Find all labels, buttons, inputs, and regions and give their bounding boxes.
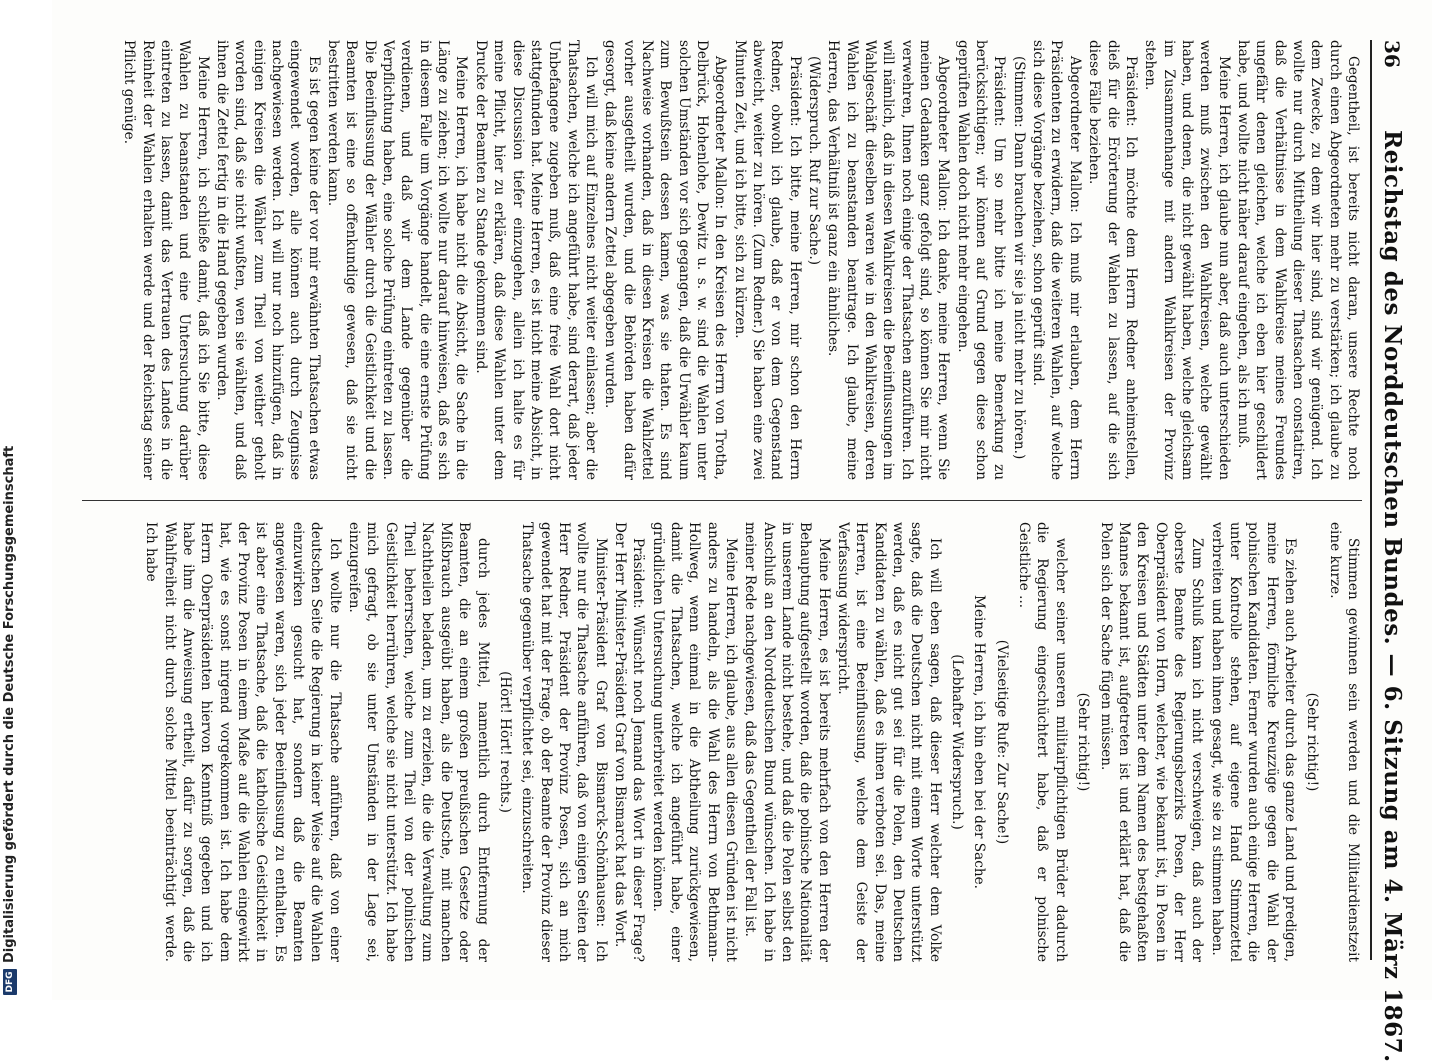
paragraph: Präsident: Um so mehr bitte ich meine Bemerkung zu berücksichtigen; wir können auf Grund gegen diese schon geprüften Wahlen doch nicht mehr eingehen.: [954, 40, 1008, 480]
paragraph: welcher seiner unseren militairpflichtigen Brüder dadurch die Regierung eingeschüchtert habe, daß er polnische Geistliche ...: [1016, 522, 1069, 962]
page-header: [1370, 40, 1408, 1063]
document-page: [52, 0, 1432, 1063]
right-column: [82, 522, 1362, 962]
paragraph: Präsident: Wünscht noch Jemand das Wort in dieser Frage? Der Herr Minister-Präsident Graf von Bismarck hat das Wort.: [611, 522, 647, 962]
paragraph: Meine Herren, ich habe nicht die Absicht, die Sache in die Länge zu ziehen; ich wollte nur darauf hinweisen, daß es sich in diesem Falle um Vorgänge handelt, die eine ernste Prüfung verdienen, und daß wir dem Lande gegenüber die Verpflichtung haben, eine solche Prüfung eintreten zu lassen. Die Beeinflussung der Wähler durch die Geistlichkeit und die Beamten ist eine so offenkundige gewesen, daß sie nicht bestritten werden kann.: [325, 40, 470, 480]
interjection: (Sehr richtig!): [1304, 692, 1321, 792]
dfg-logo-icon: DFG: [3, 969, 17, 995]
paragraph: Präsident: Ich bitte, meine Herren, mir schon den Herrn Redner, obwohl ich glaube, daß er von dem Gegenstand abweicht, weiter zu hören. (Zum Redner.) Sie haben eine zwei Minuten Zeit, und ich bitte, sich zu kürzen.: [731, 40, 803, 480]
column-divider: [82, 500, 1362, 501]
paragraph: Es ist gegen keine der vor mir erwähnten Thatsachen etwas eingewendet worden, alle können auch durch Zeugnisse nachgewiesen werden. Ich will nur noch hinzufügen, daß in einigen Kreisen die Wähler zum Theil von weither geholt worden sind, daß sie nicht wußten, wen sie wählten, und daß ihnen die Zettel fertig in die Hand gegeben wurden.: [214, 40, 322, 480]
paragraph: Meine Herren, ich schließe damit, daß ich Sie bitte, diese Wahlen zu beanstanden und eine Untersuchung darüber eintreten zu lassen, damit das Vertrauen des Landes in die Reinheit der Wahlen erhalten werde und der Reichstag seiner Pflicht genüge.: [121, 40, 211, 480]
paragraph: Es ziehen auch Arbeiter durch das ganze Land und predigen, meine Herren, förmliche Kreuzzüge gegen die Wahl der polnischen Kandidaten. Ferner wurden auch einige Herren, die unter Kontrolle stehen, auf eigene Hand Stimmzettel verbreiten und haben ihnen gesagt, wie sie zu stimmen haben.: [1208, 522, 1298, 962]
paragraph: Präsident: Ich möchte dem Herrn Redner anheimstellen, dieß für die Erörterung der Wahlen zu lassen, auf die sich diese Fälle beziehen.: [1086, 40, 1139, 480]
paragraph: Meine Herren, es ist bereits mehrfach von den Herren der Behauptung aufgestellt worden, daß die polnische Nationalität in unserem Lande nicht bestehe, und daß die Polen selbst den Anschluß an den Norddeutschen Bund wünschen. Ich habe in meiner Rede nachgewiesen, daß das Gegentheil der Fall ist.: [742, 522, 832, 962]
digitization-footer: [2, 446, 17, 995]
paragraph: Abgeordneter Mallon: Ich muß mir erlauben, dem Herrn Präsidenten zu erwidern, daß die weiteren Wahlen, auf welche sich diese Vorgänge beziehen, schon geprüft sind.: [1030, 40, 1083, 480]
interjection: (Lebhafter Widerspruch.): [949, 654, 966, 830]
paragraph: Gegentheil, ist bereits nicht daran, unsere Rechte noch durch einen Abgeordneten mehr zu verstärken; ich glaube zu dem Zwecke, zu dem wir hier sind, sind wir genügend. Ich wollte nur durch Mittheilung dieser Thatsachen constatiren, daß die Verhältnisse in dem Wahlkreise meines Freundes ungefähr denen gleichen, welche ich eben hier geschildert habe, und wollte nicht näher darauf eingehen, als ich muß.: [1234, 40, 1361, 480]
paragraph: Stimmen gewinnen sein werden und die Militairdienstzeit eine kurze.: [1326, 522, 1361, 962]
interjection: (Sehr richtig!): [1075, 692, 1092, 792]
paragraph: Zum Schluß kann ich nicht verschweigen, daß auch der oberste Beamte des Regierungsbezirks Posen, der Herr Oberpräsident von Horn, welcher, wie bekannt ist, in Posen in den Kreisen und Städten unter dem Namen des bestgehaßten Mannes bekannt ist, aufgetreten ist und erklärt hat, daß die Polen sich der Sache fügen müssen.: [1097, 522, 1206, 962]
paragraph: Meine Herren, ich glaube nun aber, daß auch unterschieden werden muß zwischen den Wahlkreisen, welche gewählt haben, und denen, die nicht gewählt haben, welche gleichsam im Zusammenhange mit andern Wahlkreisen der Provinz stehen.: [1142, 40, 1232, 480]
paragraph: Abgeordneter Mallon: In den Kreisen des Herrn von Trotha, Delbrück, Hohenlohe, Dewitz u. s. w. sind die Wahlen unter solchen Umständen vor sich gegangen, daß die Urwähler kaum zum Bewußtsein dessen kamen, was sie thaten. Es sind Nachweise vorhanden, daß in diesen Kreisen die Wahlzettel vorher ausgetheilt wurden, und die Behörden haben dafür gesorgt, daß keine andern Zettel abgegeben wurden.: [602, 40, 729, 480]
paragraph: Ich will mich auf Einzelnes nicht weiter einlassen; aber die Thatsachen, welche ich angeführt habe, sind derart, daß jeder Unbefangene zugeben muß, daß eine freie Wahl dort nicht stattgefunden hat. Meine Herren, es ist nicht meine Absicht, in diese Discussion tiefer einzugehen, allein ich halte es für meine Pflicht, hier zu erklären, daß diese Wahlen unter dem Drucke der Beamten zu Stande gekommen sind.: [472, 40, 599, 480]
paragraph: Abgeordneter Mallon: Ich danke, meine Herren, wenn Sie meinen Gedanken ganz gefolgt sind, so können Sie mir nicht verwehren, Ihnen noch einige der Thatsachen anzuführen. Ich will nämlich, daß in diesen Wahlkreisen die Beeinflussungen im Wahlgeschäft dieselben waren wie in den Wahlkreisen, deren Wahlen ich zu beanstanden beantrage. Ich glaube, meine Herren, das Verhältniß ist ganz ein ähnliches.: [825, 40, 952, 480]
paragraph: Ich will eben sagen, daß dieser Herr welcher dem Volke sagte, daß die Deutschen nicht mit einem Worte unterstützt werden, daß es nicht gut sei für die Polen, den Deutschen Kandidaten zu wählen, daß es ihnen verboten sei. Das, meine Herren, ist eine Beeinflussung, welche dem Geiste der Verfassung widerspricht.: [835, 522, 943, 962]
page-number: 36: [1380, 40, 1404, 68]
paragraph: (Widerspruch. Ruf zur Sache.): [806, 56, 823, 266]
paragraph: (Stimmen: Dann brauchen wir sie ja nicht mehr zu hören.): [1010, 56, 1027, 460]
interjection: (Vielseitige Rufe: Zur Sache!): [993, 639, 1010, 845]
paragraph: Meine Herren, ich glaube, aus allen diesen Gründen ist nicht anders zu handeln, als die Wahl des Herrn von Bethmann-Hollweg, wenn einmal in die Abtheilung zurückgewiesen, damit die Thatsachen, welche ich angeführt habe, einer gründlichen Untersuchung unterbreitet werden können.: [649, 522, 739, 962]
left-column: [82, 40, 1362, 480]
digitization-note: Digitalisierung gefördert durch die Deutsche Forschungsgemeinschaft: [2, 445, 17, 963]
interjection: Meine Herren, ich bin eben bei der Sache.: [971, 595, 988, 889]
paragraph: Ich wollte nur die Thatsache anführen, daß von einer deutschen Seite die Regierung in keiner Weise auf die Wahlen einzuwirken gesucht hat, sondern daß die Beamten angewiesen waren, sich jeder Beeinflussung zu enthalten. Es ist aber eine Thatsache, daß die katholische Geistlichkeit in der Provinz Posen in einem Maße auf die Wahlen eingewirkt hat, wie es sonst nirgend vorgekommen ist. Ich habe dem Herrn Oberpräsidenten hiervon Kenntniß gegeben und ich habe ihm die Anweisung ertheilt, dafür zu sorgen, daß die Wahlfreiheit nicht durch solche Mittel beeinträchtigt werde. Ich habe: [143, 522, 343, 962]
interjection: (Hört! Hört! rechts.): [496, 671, 513, 813]
paragraph: durch jedes Mittel, namentlich durch Entfernung der Beamten, die an einem großen preußischen Gesetze oder Mißbrauch ausgeübt haben, als die Deutsche, mit manchen Nachtheilen beladen, um zu erzielen, die die Verwaltung zum Theil beherrschen, welche zum Theil von der polnischen Geistlichkeit herrühren, welche sie nicht unterstützt. Ich habe mich gefragt, ob sie unter Umständen in der Lage sei, einzugreifen.: [346, 522, 491, 962]
page-title: Reichstag des Norddeutschen Bundes. — 6. Sitzung am 4. März 1867.: [1379, 130, 1406, 1063]
paragraph: Minister-Präsident Graf von Bismarck-Schönhausen: Ich wollte nur die Thatsache anführen, daß von einigen Seiten der Herr Redner, Präsident der Provinz Posen, sich an mich gewendet hat mit der Frage, ob der Beamte der Provinz dieser Thatsache gegenüber verpflichtet sei, einzuschreiten.: [519, 522, 609, 962]
